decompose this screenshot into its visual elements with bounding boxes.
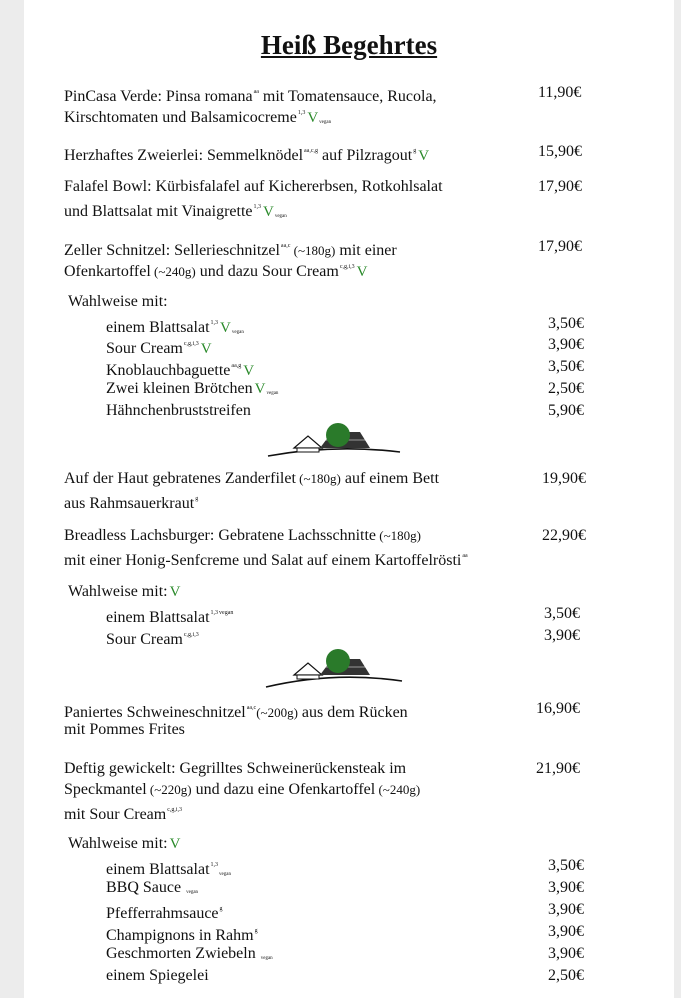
allergen-code: c,g,i,3	[183, 632, 199, 638]
side-price: 2,50€	[548, 380, 584, 397]
side-price: 5,90€	[548, 402, 584, 419]
vegetarian-icon: V	[254, 381, 266, 397]
side-item: Sour Cream$^{c,g,i,3}$	[106, 631, 199, 648]
side-price: 3,50€	[548, 358, 584, 375]
side-price: 3,90€	[544, 627, 580, 644]
vegan-label: vegan	[219, 872, 231, 877]
menu-item-zander-line2: aus Rahmsauerkraut$^g$	[64, 495, 199, 512]
allergen-code: aa,g	[231, 363, 242, 369]
side-item: einem Blattsalat$^{1,3}$vegan	[106, 861, 231, 878]
vegetarian-icon: V	[200, 341, 212, 357]
vegetarian-icon: V	[262, 204, 274, 220]
menu-page	[24, 0, 674, 998]
vegetarian-icon: V	[169, 584, 181, 600]
menu-item-price: 19,90€	[542, 470, 586, 487]
vegan-label: vegan	[231, 330, 244, 335]
side-price: 3,50€	[548, 315, 584, 332]
menu-item-price: 16,90€	[536, 700, 580, 717]
menu-item-price: 17,90€	[538, 178, 582, 195]
side-price: 3,90€	[548, 945, 584, 962]
side-item: Zwei kleinen Brötchen Vvegan	[106, 380, 279, 397]
menu-item-pincasa-line1: PinCasa Verde: Pinsa romana$^{aa}$ mit Tomatensauce, Rucola,	[64, 88, 437, 105]
side-item: Knoblauchbaguette$^{aa,g}$ V	[106, 362, 255, 379]
side-item: einem Blattsalat$^{1,3}$ Vvegan	[106, 319, 244, 336]
vegetarian-icon: V	[418, 148, 430, 164]
choice-label: Wahlweise mit: V	[68, 583, 181, 600]
side-item: Sour Cream$^{c,g,i,3}$ V	[106, 340, 212, 357]
menu-item-falafel-line1: Falafel Bowl: Kürbisfalafel auf Kichererbsen, Rotkohlsalat	[64, 178, 443, 195]
side-price: 3,90€	[548, 923, 584, 940]
allergen-code: 1,3	[210, 320, 219, 326]
vegetarian-icon: V	[356, 264, 368, 280]
menu-item-lachsburger-line1: Breadless Lachsburger: Gebratene Lachsschnitte (~180g)	[64, 527, 421, 544]
allergen-code: vegan	[219, 610, 234, 616]
side-price: 3,90€	[548, 901, 584, 918]
house-tree-logo	[264, 418, 404, 460]
vegan-label: vegan	[274, 214, 287, 219]
page-title: Heiß Begehrtes	[260, 30, 438, 60]
allergen-code: 1,3	[297, 110, 306, 116]
allergen-code: c,g,i,3	[339, 264, 355, 270]
side-price: 3,50€	[548, 857, 584, 874]
menu-item-pincasa-line2: Kirschtomaten und Balsamicocreme$^{1,3}$ Vvegan	[64, 109, 332, 126]
menu-item-price: 15,90€	[538, 143, 582, 160]
allergen-code: c,g,i,3	[167, 807, 183, 813]
allergen-code: 1,3	[210, 610, 219, 616]
allergen-code: aa,c	[246, 705, 257, 711]
house-tree-logo	[264, 643, 404, 689]
allergen-code: g	[195, 496, 199, 502]
allergen-code: g	[413, 148, 417, 154]
menu-item-lachsburger-line2: mit einer Honig-Senfcreme und Salat auf einem Kartoffelrösti$^{aa}$	[64, 552, 468, 569]
side-price: 3,90€	[548, 879, 584, 896]
allergen-code: aa,c,g	[304, 148, 319, 154]
allergen-code: 1,3	[253, 204, 261, 210]
menu-item-schweineschnitzel-line1: Paniertes Schweineschnitzel$^{aa,c}$(~200g) aus dem Rücken	[64, 704, 408, 721]
menu-item-zeller-line1: Zeller Schnitzel: Sellerieschnitzel$^{aa,c}$ (~180g) mit einer	[64, 242, 397, 259]
side-price: 2,50€	[548, 967, 584, 984]
side-item: Pfefferrahmsauce$^g$	[106, 905, 223, 922]
menu-item-schweineschnitzel-line2: mit Pommes Frites	[64, 721, 185, 738]
vegan-label: vegan	[319, 120, 332, 125]
menu-item-zeller-line2: Ofenkartoffel (~240g) und dazu Sour Cream$^{c,g,i,3}$ V	[64, 263, 368, 280]
allergen-code: aa	[462, 553, 468, 559]
vegetarian-icon: V	[307, 110, 319, 126]
choice-label: Wahlweise mit: V	[68, 835, 181, 852]
menu-item-price: 11,90€	[538, 84, 582, 101]
vegetarian-icon: V	[220, 320, 231, 336]
side-price: 3,90€	[548, 336, 584, 353]
menu-item-deftig-line3: mit Sour Cream$^{c,g,i,3}$	[64, 806, 183, 823]
vegan-label: vegan	[266, 391, 279, 396]
allergen-code: 1,3	[210, 862, 219, 868]
side-item: einem Spiegelei	[106, 967, 209, 984]
allergen-code: c,g,i,3	[183, 341, 199, 347]
side-item: BBQ Sauce vegan	[106, 879, 199, 896]
vegan-label: vegan	[186, 890, 199, 895]
vegetarian-icon: V	[243, 363, 255, 379]
menu-item-price: 21,90€	[536, 760, 580, 777]
allergen-code: aa,c	[280, 243, 291, 249]
side-price: 3,50€	[544, 605, 580, 622]
menu-item-price: 17,90€	[538, 238, 582, 255]
menu-item-falafel-line2: und Blattsalat mit Vinaigrette$^{1,3}$ Vvegan	[64, 203, 287, 220]
menu-item-deftig-line2: Speckmantel (~220g) und dazu eine Ofenkartoffel (~240g)	[64, 781, 421, 798]
vegan-label: vegan	[260, 956, 273, 961]
side-item: einem Blattsalat$^{1,3vegan}$	[106, 609, 234, 626]
allergen-code: g	[219, 906, 223, 912]
side-item: Geschmorten Zwiebeln vegan	[106, 945, 273, 962]
allergen-code: g	[254, 928, 258, 934]
menu-item-zander-line1: Auf der Haut gebratenes Zanderfilet (~180g) auf einem Bett	[64, 470, 440, 487]
menu-item-deftig-line1: Deftig gewickelt: Gegrilltes Schweinerückensteak im	[64, 760, 407, 777]
menu-item-price: 22,90€	[542, 527, 586, 544]
side-item: Hähnchenbruststreifen	[106, 402, 251, 419]
allergen-code: aa	[253, 89, 259, 95]
choice-label: Wahlweise mit:	[68, 293, 168, 310]
vegetarian-icon: V	[169, 836, 181, 852]
menu-item-zweierlei: Herzhaftes Zweierlei: Semmelknödel$^{aa,c,g}$ auf Pilzragout$^g$ V	[64, 147, 430, 164]
side-item: Champignons in Rahm$^g$	[106, 927, 258, 944]
